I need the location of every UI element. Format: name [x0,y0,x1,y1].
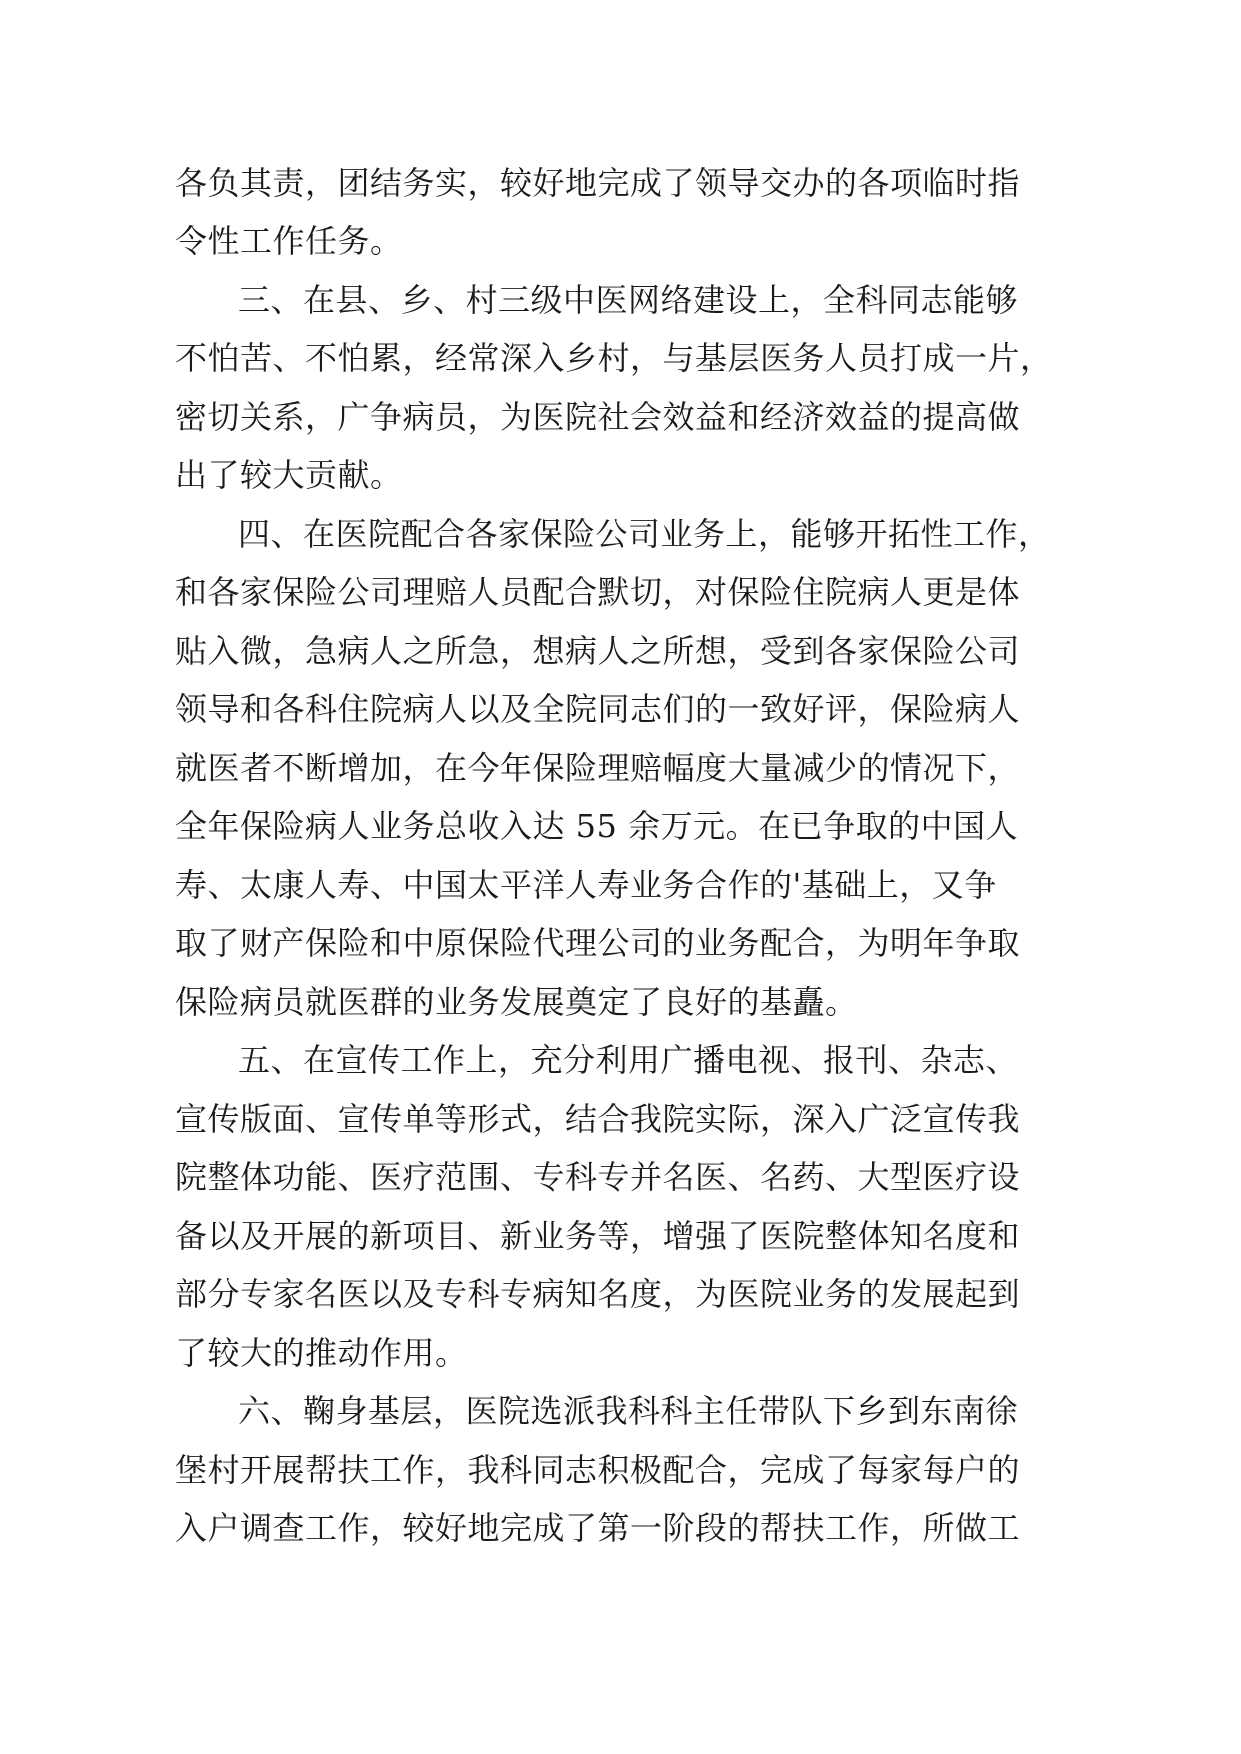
text-line: 领导和各科住院病人以及全院同志们的一致好评，保险病人 [175,690,1021,728]
text-line: 不怕苦、不怕累，经常深入乡村，与基层医务人员打成一片， [175,339,1053,377]
text-line: 取了财产保险和中原保险代理公司的业务配合，为明年争取 [175,924,1021,962]
paragraph-start-line: 四、在医院配合各家保险公司业务上，能够开拓性工作， [238,515,1051,553]
text-line: 令性工作任务。 [175,222,403,260]
text-line: 就医者不断增加，在今年保险理赔幅度大量减少的情况下， [175,749,1021,787]
paragraph-start-line: 六、鞠身基层，医院选派我科科主任带队下乡到东南徐 [238,1392,1019,1430]
text-line: 保险病员就医群的业务发展奠定了良好的基矗。 [175,983,858,1021]
text-line: 院整体功能、医疗范围、专科专并名医、名药、大型医疗设 [175,1158,1021,1196]
text-line: 全年保险病人业务总收入达 55 余万元。在已争取的中国人 [175,807,1019,845]
text-line: 宣传版面、宣传单等形式，结合我院实际，深入广泛宣传我 [175,1100,1021,1138]
text-line: 堡村开展帮扶工作，我科同志积极配合，完成了每家每户的 [175,1451,1021,1489]
paragraph-start-line: 三、在县、乡、村三级中医网络建设上，全科同志能够 [238,281,1019,319]
text-line: 部分专家名医以及专科专病知名度，为医院业务的发展起到 [175,1275,1021,1313]
paragraph-start-line: 五、在宣传工作上，充分利用广播电视、报刊、杂志、 [238,1041,1019,1079]
text-line: 备以及开展的新项目、新业务等，增强了医院整体知名度和 [175,1217,1021,1255]
text-line: 入户调查工作，较好地完成了第一阶段的帮扶工作，所做工 [175,1509,1021,1547]
text-line: 寿、太康人寿、中国太平洋人寿业务合作的'基础上，又争 [175,866,997,904]
text-line: 密切关系，广争病员，为医院社会效益和经济效益的提高做 [175,398,1021,436]
text-line: 和各家保险公司理赔人员配合默切，对保险住院病人更是体 [175,573,1021,611]
text-line: 出了较大贡献。 [175,456,403,494]
text-line: 各负其责，团结务实，较好地完成了领导交办的各项临时指 [175,164,1021,202]
text-line: 贴入微，急病人之所急，想病人之所想，受到各家保险公司 [175,632,1021,670]
text-line: 了较大的推动作用。 [175,1334,468,1372]
